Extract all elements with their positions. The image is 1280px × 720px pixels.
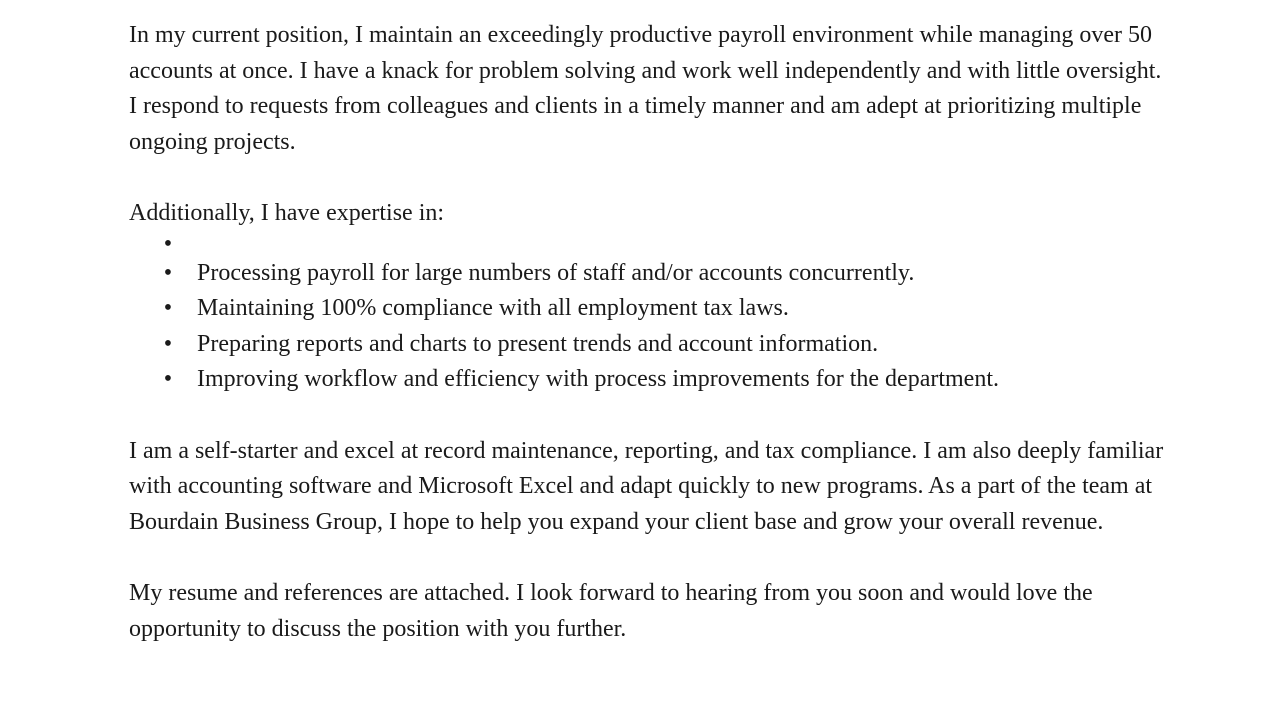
list-item bbox=[163, 327, 1169, 363]
bullet-icon: • bbox=[163, 259, 173, 286]
list-item-text: Maintaining 100% compliance with all employment tax laws. bbox=[197, 295, 789, 322]
bullet-icon: • bbox=[163, 366, 173, 393]
paragraph-current-position: In my current position, I maintain an exceedingly productive payroll environment while managing over 50 accounts at once. I have a knack for problem solving and work well independently and with little oversight. I respond to requests from colleagues and clients in a timely manner and am adept at prioritizing multiple ongoing projects. bbox=[129, 22, 1162, 155]
list-item bbox=[163, 362, 1169, 398]
list-item-text: Preparing reports and charts to present trends and account information. bbox=[197, 330, 879, 357]
paragraph-self-starter: I am a self-starter and excel at record maintenance, reporting, and tax compliance. I am also deeply familiar with accounting software and Microsoft Excel and adapt quickly to new programs. As a part of the team at Bourdain Business Group, I hope to help you expand your client base and grow your overall revenue. bbox=[129, 437, 1164, 535]
list-item bbox=[163, 256, 1169, 292]
bullet-icon: • bbox=[163, 330, 173, 357]
list-item-text: Improving workflow and efficiency with process improvements for the department. bbox=[197, 366, 999, 393]
list-item bbox=[163, 291, 1169, 327]
paragraph-closing: My resume and references are attached. I look forward to hearing from you soon and would love the opportunity to discuss the position with you further. bbox=[129, 579, 1093, 642]
expertise-intro: Additionally, I have expertise in: bbox=[129, 199, 445, 226]
letter-body bbox=[129, 18, 1169, 683]
list-item-empty bbox=[163, 230, 1169, 257]
bullet-icon: • bbox=[163, 230, 173, 257]
expertise-list bbox=[129, 232, 1169, 398]
list-item-text: Processing payroll for large numbers of staff and/or accounts concurrently. bbox=[197, 259, 915, 286]
bullet-icon: • bbox=[163, 295, 173, 322]
